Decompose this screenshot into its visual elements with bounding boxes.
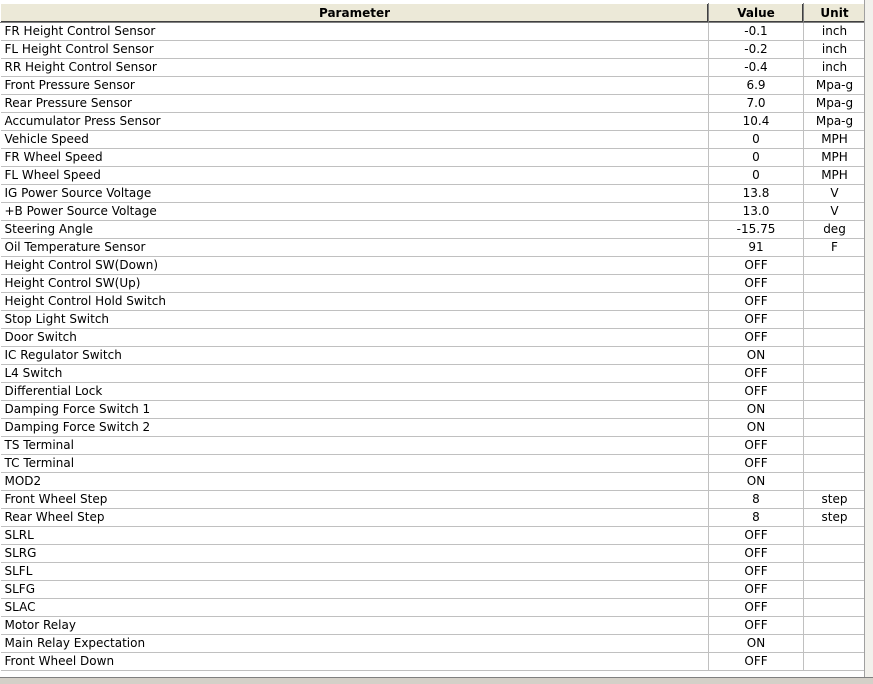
table-body — [1, 23, 866, 671]
parameter-cell: Door Switch — [1, 329, 709, 347]
unit-cell: inch — [804, 41, 866, 59]
unit-cell: MPH — [804, 167, 866, 185]
parameter-cell: Front Pressure Sensor — [1, 77, 709, 95]
value-cell: OFF — [709, 581, 804, 599]
table-row[interactable] — [1, 185, 866, 203]
table-row[interactable] — [1, 257, 866, 275]
table-row[interactable] — [1, 545, 866, 563]
value-cell: OFF — [709, 257, 804, 275]
parameter-cell: IG Power Source Voltage — [1, 185, 709, 203]
value-cell: 91 — [709, 239, 804, 257]
table-row[interactable] — [1, 455, 866, 473]
value-cell: -0.1 — [709, 23, 804, 41]
window-bottom-edge — [0, 677, 873, 684]
unit-cell: Mpa-g — [804, 95, 866, 113]
table-row[interactable] — [1, 167, 866, 185]
unit-cell — [804, 581, 866, 599]
value-cell: OFF — [709, 617, 804, 635]
parameter-cell: Main Relay Expectation — [1, 635, 709, 653]
unit-cell — [804, 563, 866, 581]
column-header-value[interactable]: Value — [709, 4, 804, 23]
value-cell: OFF — [709, 329, 804, 347]
value-cell: 6.9 — [709, 77, 804, 95]
value-cell: OFF — [709, 365, 804, 383]
value-cell: OFF — [709, 653, 804, 671]
table-row[interactable] — [1, 491, 866, 509]
parameter-cell: Rear Pressure Sensor — [1, 95, 709, 113]
unit-cell — [804, 383, 866, 401]
parameter-cell: RR Height Control Sensor — [1, 59, 709, 77]
parameter-cell: MOD2 — [1, 473, 709, 491]
unit-cell: deg — [804, 221, 866, 239]
value-cell: OFF — [709, 311, 804, 329]
parameter-cell: Damping Force Switch 2 — [1, 419, 709, 437]
table-row[interactable] — [1, 95, 866, 113]
parameter-cell: Oil Temperature Sensor — [1, 239, 709, 257]
unit-cell — [804, 293, 866, 311]
unit-cell — [804, 473, 866, 491]
value-cell: OFF — [709, 293, 804, 311]
parameter-cell: Height Control SW(Down) — [1, 257, 709, 275]
parameter-cell: IC Regulator Switch — [1, 347, 709, 365]
parameter-cell: FR Height Control Sensor — [1, 23, 709, 41]
value-cell: 8 — [709, 491, 804, 509]
unit-cell — [804, 653, 866, 671]
unit-cell: Mpa-g — [804, 113, 866, 131]
table-row[interactable] — [1, 329, 866, 347]
value-cell: 13.8 — [709, 185, 804, 203]
parameter-cell: SLAC — [1, 599, 709, 617]
parameter-cell: Accumulator Press Sensor — [1, 113, 709, 131]
value-cell: OFF — [709, 437, 804, 455]
value-cell: OFF — [709, 275, 804, 293]
value-cell: ON — [709, 401, 804, 419]
value-cell: ON — [709, 347, 804, 365]
unit-cell — [804, 401, 866, 419]
parameter-cell: +B Power Source Voltage — [1, 203, 709, 221]
value-cell: 13.0 — [709, 203, 804, 221]
unit-cell: V — [804, 203, 866, 221]
unit-cell: Mpa-g — [804, 77, 866, 95]
parameter-cell: Height Control Hold Switch — [1, 293, 709, 311]
table-row[interactable] — [1, 59, 866, 77]
parameter-cell: SLFL — [1, 563, 709, 581]
unit-cell — [804, 329, 866, 347]
parameter-cell: SLRL — [1, 527, 709, 545]
value-cell: 7.0 — [709, 95, 804, 113]
unit-cell — [804, 347, 866, 365]
value-cell: 0 — [709, 149, 804, 167]
parameter-table — [0, 3, 866, 671]
parameter-cell: TS Terminal — [1, 437, 709, 455]
unit-cell: F — [804, 239, 866, 257]
value-cell: ON — [709, 635, 804, 653]
parameter-cell: Front Wheel Down — [1, 653, 709, 671]
table-row[interactable] — [1, 365, 866, 383]
table-row[interactable] — [1, 203, 866, 221]
table-row[interactable] — [1, 509, 866, 527]
parameter-cell: Front Wheel Step — [1, 491, 709, 509]
parameter-cell: Differential Lock — [1, 383, 709, 401]
unit-cell — [804, 545, 866, 563]
parameter-cell: FL Wheel Speed — [1, 167, 709, 185]
parameter-cell: Stop Light Switch — [1, 311, 709, 329]
table-row[interactable] — [1, 473, 866, 491]
value-cell: OFF — [709, 599, 804, 617]
unit-cell: inch — [804, 59, 866, 77]
parameter-cell: Damping Force Switch 1 — [1, 401, 709, 419]
table-row[interactable] — [1, 41, 866, 59]
table-row[interactable] — [1, 275, 866, 293]
value-cell: ON — [709, 473, 804, 491]
table-row[interactable] — [1, 23, 866, 41]
parameter-cell: SLRG — [1, 545, 709, 563]
value-cell: -0.4 — [709, 59, 804, 77]
value-cell: -0.2 — [709, 41, 804, 59]
parameter-cell: Height Control SW(Up) — [1, 275, 709, 293]
parameter-cell: Motor Relay — [1, 617, 709, 635]
table-row[interactable] — [1, 131, 866, 149]
parameter-cell: TC Terminal — [1, 455, 709, 473]
table-row[interactable] — [1, 599, 866, 617]
unit-cell — [804, 527, 866, 545]
value-cell: 10.4 — [709, 113, 804, 131]
table-row[interactable] — [1, 113, 866, 131]
value-cell: 0 — [709, 167, 804, 185]
unit-cell — [804, 365, 866, 383]
parameter-cell: Vehicle Speed — [1, 131, 709, 149]
value-cell: ON — [709, 419, 804, 437]
table-row[interactable] — [1, 419, 866, 437]
parameter-cell: FL Height Control Sensor — [1, 41, 709, 59]
parameter-cell: FR Wheel Speed — [1, 149, 709, 167]
value-cell: OFF — [709, 545, 804, 563]
unit-cell: MPH — [804, 131, 866, 149]
table-row[interactable] — [1, 149, 866, 167]
value-cell: 8 — [709, 509, 804, 527]
unit-cell: step — [804, 509, 866, 527]
parameter-cell: L4 Switch — [1, 365, 709, 383]
unit-cell: MPH — [804, 149, 866, 167]
table-row[interactable] — [1, 617, 866, 635]
value-cell: -15.75 — [709, 221, 804, 239]
table-row[interactable] — [1, 77, 866, 95]
value-cell: OFF — [709, 527, 804, 545]
unit-cell — [804, 275, 866, 293]
table-row[interactable] — [1, 293, 866, 311]
table-row[interactable] — [1, 581, 866, 599]
column-header-parameter[interactable]: Parameter — [1, 4, 709, 23]
parameter-cell: Rear Wheel Step — [1, 509, 709, 527]
unit-cell — [804, 617, 866, 635]
parameter-cell: Steering Angle — [1, 221, 709, 239]
table-row[interactable] — [1, 635, 866, 653]
table-row[interactable] — [1, 347, 866, 365]
unit-cell: inch — [804, 23, 866, 41]
table-row[interactable] — [1, 311, 866, 329]
table-row[interactable] — [1, 383, 866, 401]
value-cell: OFF — [709, 455, 804, 473]
unit-cell — [804, 437, 866, 455]
unit-cell — [804, 419, 866, 437]
vertical-scrollbar-edge[interactable] — [864, 0, 873, 684]
parameter-cell: SLFG — [1, 581, 709, 599]
value-cell: OFF — [709, 563, 804, 581]
table-row[interactable] — [1, 563, 866, 581]
table-row[interactable] — [1, 437, 866, 455]
table-row[interactable] — [1, 653, 866, 671]
value-cell: 0 — [709, 131, 804, 149]
column-header-unit[interactable]: Unit — [804, 4, 866, 23]
table-row[interactable] — [1, 527, 866, 545]
unit-cell — [804, 635, 866, 653]
unit-cell — [804, 455, 866, 473]
unit-cell — [804, 311, 866, 329]
value-cell: OFF — [709, 383, 804, 401]
table-header-row — [1, 4, 866, 23]
unit-cell — [804, 257, 866, 275]
unit-cell: V — [804, 185, 866, 203]
unit-cell — [804, 599, 866, 617]
unit-cell: step — [804, 491, 866, 509]
table-row[interactable] — [1, 239, 866, 257]
table-row[interactable] — [1, 401, 866, 419]
table-row[interactable] — [1, 221, 866, 239]
